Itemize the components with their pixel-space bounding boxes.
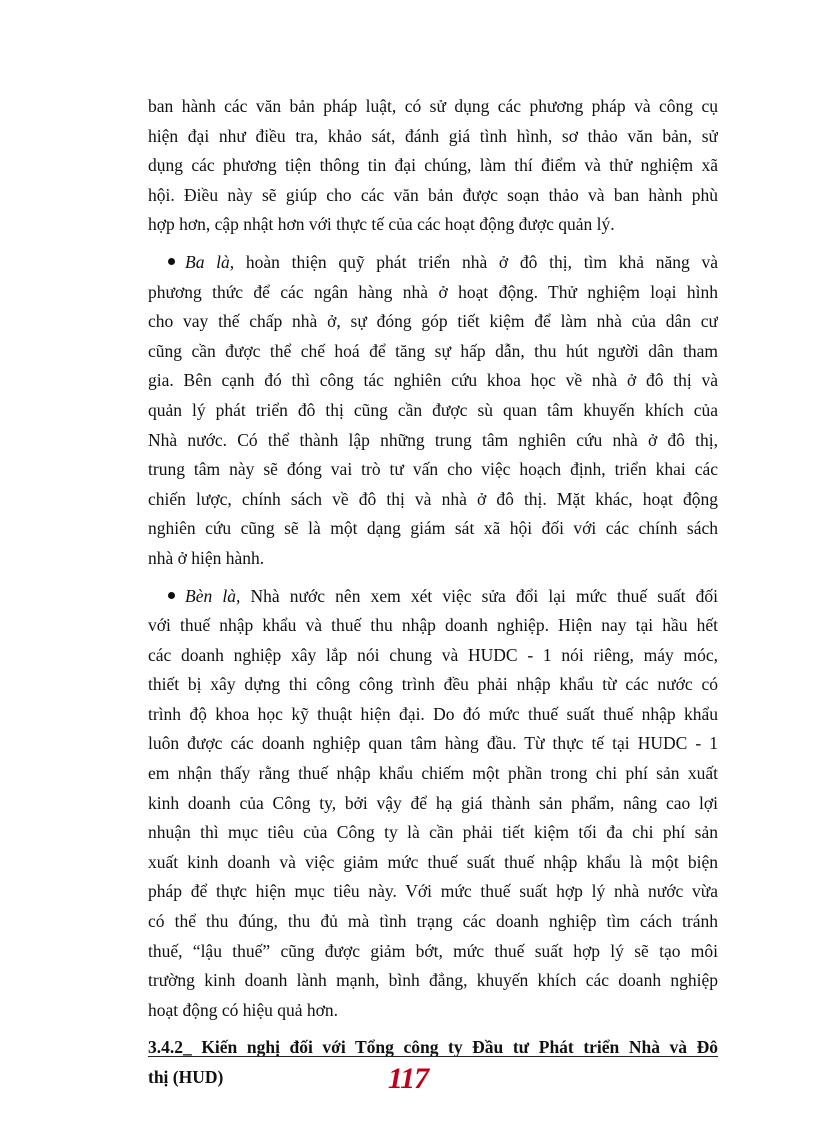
text-line: gia. Bên cạnh đó thì công tác nghiên cứu khoa học về nhà ở đô thị và (148, 370, 718, 391)
text-line: luôn được các doanh nghiệp quan tâm hàng đầu. Từ thực tế tại HUDC - 1 (148, 733, 718, 754)
text-line: Nhà nước. Có thể thành lập những trung tâm nghiên cứu nhà ở đô thị, (148, 429, 718, 450)
text-line: hiện đại như điều tra, khảo sát, đánh giá tình hình, sơ thảo văn bản, sử (148, 125, 718, 146)
text-line: thiết bị xây dựng thi công công trình đều phải nhập khẩu từ các nước có (148, 674, 718, 695)
text-line: nhuận thì mục tiêu của Công ty là cần phải tiết kiệm tối đa chi phí sản (148, 822, 718, 843)
text-line: các doanh nghiệp xây lắp nói chung và HUDC - 1 nói riêng, máy móc, (148, 644, 718, 665)
text-line: cho vay thế chấp nhà ở, sự đóng góp tiết kiệm để làm nhà của dân cư (148, 311, 718, 332)
heading-line: 3.4.2_ Kiến nghị đối với Tổng công ty Đầu tư Phát triển Nhà và Đô (148, 1037, 718, 1058)
text-line: có thể thu đúng, thu đủ mà tình trạng các doanh nghiệp tìm cách tránh (148, 911, 718, 932)
text-line: hoạt động có hiệu quả hơn. (148, 999, 339, 1020)
bullet-icon (168, 592, 175, 599)
text-line: hợp hơn, cập nhật hơn với thực tế của các hoạt động được quản lý. (148, 214, 615, 235)
text-line: dụng các phương tiện thông tin đại chúng, làm thí điểm và thử nghiệm xã (148, 155, 718, 176)
text-line: chiến lược, chính sách về đô thị và nhà ở đô thị. Mặt khác, hoạt động (148, 488, 718, 509)
document-body (148, 92, 718, 1093)
text-line: trình độ khoa học kỹ thuật hiện đại. Do đó mức thuế suất thuế nhập khẩu (148, 703, 718, 724)
text-line: phương thức để các ngân hàng nhà ở hoạt động. Thử nghiệm loại hình (148, 281, 718, 302)
text-line: cũng cần được thể chế hoá để tăng sự hấp dẫn, thu hút người dân tham (148, 340, 718, 361)
text-line: kinh doanh của Công ty, bởi vậy để hạ giá thành sản phẩm, nâng cao lợi (148, 792, 718, 813)
bullet-lead: Bèn là, (185, 585, 241, 606)
bullet-line (148, 582, 718, 612)
paragraph-2 (148, 248, 718, 574)
text-line: em nhận thấy rằng thuế nhập khẩu chiếm một phần trong chi phí sản xuất (148, 763, 718, 784)
text-line: pháp để thực hiện mục tiêu này. Với mức thuế suất hợp lý nhà nước vừa (148, 881, 718, 902)
bullet-text: hoàn thiện quỹ phát triển nhà ở đô thị, tìm khả năng và (234, 251, 718, 272)
page-number: 117 (387, 1062, 429, 1095)
text-line: xuất kinh doanh và việc giảm mức thuế suất thuế nhập khẩu là một biện (148, 851, 718, 872)
footer-divider (148, 1056, 718, 1057)
bullet-icon (168, 258, 175, 265)
text-line: nhà ở hiện hành. (148, 547, 265, 568)
bullet-text: Nhà nước nên xem xét việc sửa đổi lại mức thuế suất đối (240, 585, 718, 606)
text-line: nghiên cứu cũng sẽ là một dạng giám sát xã hội đối với các chính sách (148, 518, 718, 539)
paragraph-1 (148, 92, 718, 240)
text-line: thuế, “lậu thuế” cũng được giảm bớt, mức thuế suất hợp lý sẽ tạo môi (148, 940, 718, 961)
text-line: ban hành các văn bản pháp luật, có sử dụng các phương pháp và công cụ (148, 96, 718, 116)
heading-line: thị (HUD) (148, 1067, 224, 1087)
bullet-lead: Ba là, (185, 251, 235, 272)
text-line: quản lý phát triển đô thị cũng cần được sù quan tâm khuyến khích của (148, 399, 718, 420)
text-line: hội. Điều này sẽ giúp cho các văn bản được soạn thảo và ban hành phù (148, 184, 718, 205)
bullet-line (148, 248, 718, 278)
paragraph-3 (148, 582, 718, 1026)
text-line: với thuế nhập khẩu và thuế thu nhập doanh nghiệp. Hiện nay tại hầu hết (148, 615, 718, 636)
text-line: trung tâm này sẽ đóng vai trò tư vấn cho việc hoạch định, triển khai các (148, 459, 718, 480)
text-line: trường kinh doanh lành mạnh, bình đẳng, khuyến khích các doanh nghiệp (148, 970, 718, 991)
